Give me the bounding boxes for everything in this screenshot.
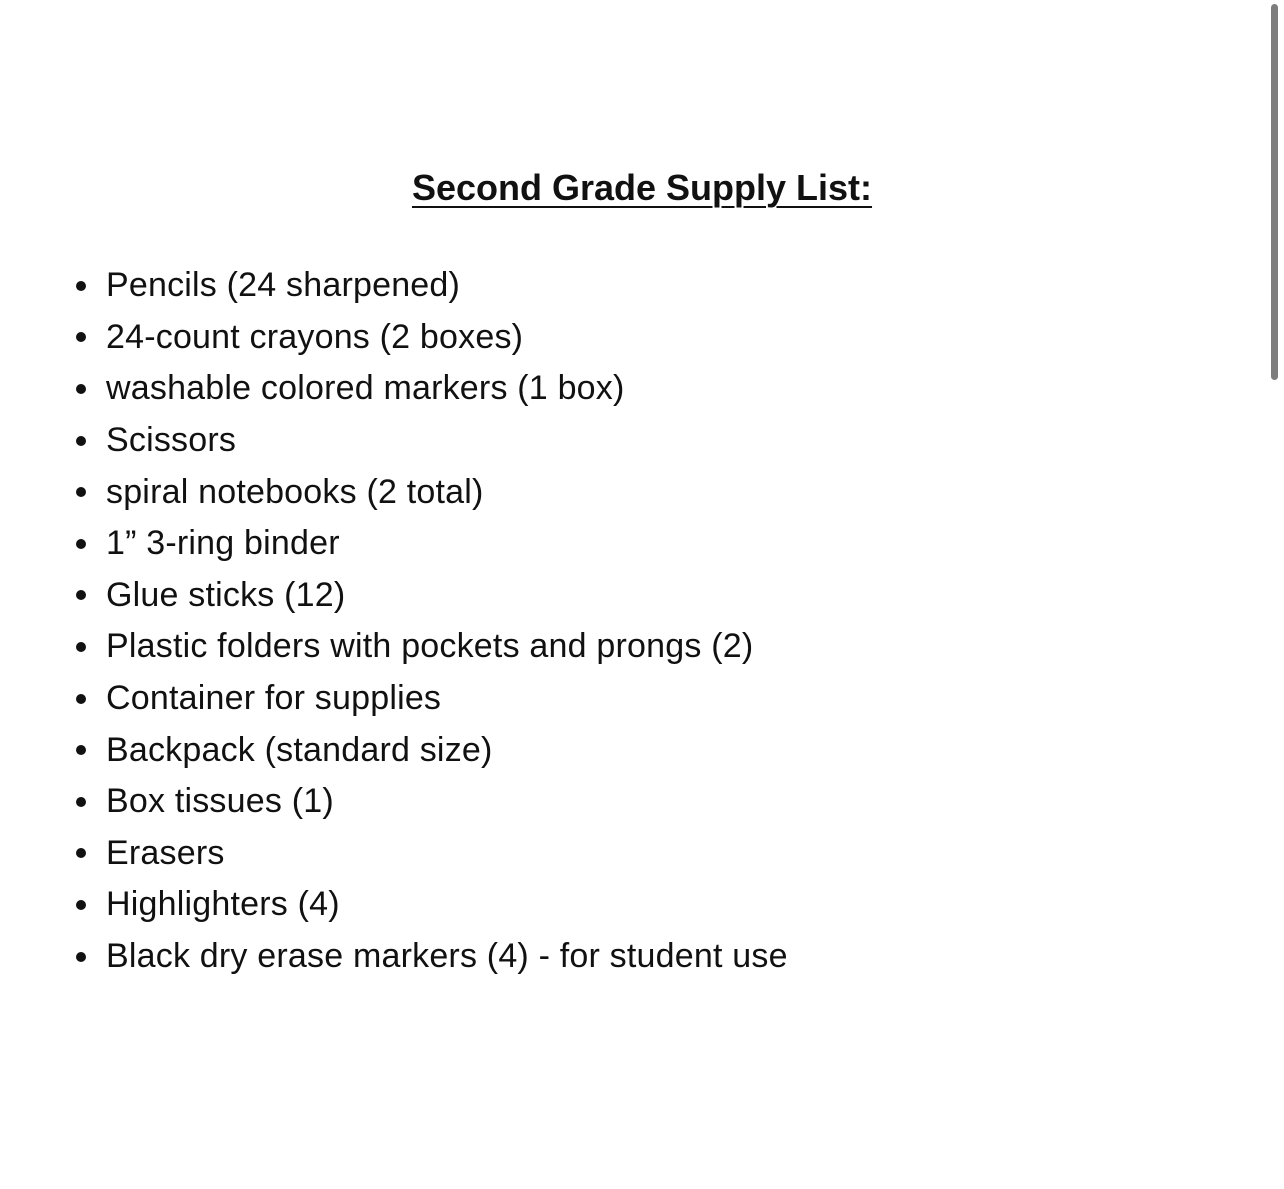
list-item (70, 828, 788, 880)
bullet-icon (76, 590, 86, 600)
bullet-icon (76, 332, 86, 342)
list-item-text: Black dry erase markers (4) - for student use (106, 937, 788, 976)
document-title: Second Grade Supply List: (411, 167, 873, 208)
list-item (70, 363, 788, 415)
list-item-text: washable colored markers (1 box) (106, 369, 625, 408)
list-item (70, 415, 788, 467)
list-item-text: Backpack (standard size) (106, 730, 493, 769)
list-item-text: 24-count crayons (2 boxes) (106, 317, 524, 356)
bullet-icon (76, 384, 86, 394)
bullet-icon (76, 900, 86, 910)
list-item-text: Erasers (106, 833, 225, 872)
list-item-text: Plastic folders with pockets and prongs (2) (106, 627, 754, 666)
bullet-icon (76, 848, 86, 858)
list-item-text: Box tissues (1) (106, 782, 334, 821)
list-item-text: Pencils (24 sharpened) (106, 266, 461, 305)
list-item (70, 621, 788, 673)
list-item (70, 570, 788, 622)
bullet-icon (76, 539, 86, 549)
list-item-text: spiral notebooks (2 total) (106, 472, 484, 511)
list-item (70, 931, 788, 983)
list-item-text: Glue sticks (12) (106, 575, 346, 614)
bullet-icon (76, 797, 86, 807)
bullet-icon (76, 436, 86, 446)
list-item-text: Scissors (106, 421, 237, 460)
list-item (70, 724, 788, 776)
bullet-icon (76, 745, 86, 755)
bullet-icon (76, 281, 86, 291)
scrollbar-thumb[interactable] (1271, 4, 1278, 380)
list-item (70, 260, 788, 312)
list-item (70, 673, 788, 725)
list-item (70, 312, 788, 364)
list-item (70, 518, 788, 570)
bullet-icon (76, 642, 86, 652)
list-item-text: Highlighters (4) (106, 885, 340, 924)
bullet-icon (76, 952, 86, 962)
list-item-text: Container for supplies (106, 679, 442, 718)
list-item (70, 466, 788, 518)
list-item (70, 879, 788, 931)
list-item (70, 776, 788, 828)
supply-list (70, 260, 788, 982)
list-item-text: 1” 3-ring binder (106, 524, 340, 563)
vertical-scrollbar[interactable] (1268, 0, 1284, 1189)
bullet-icon (76, 694, 86, 704)
bullet-icon (76, 487, 86, 497)
